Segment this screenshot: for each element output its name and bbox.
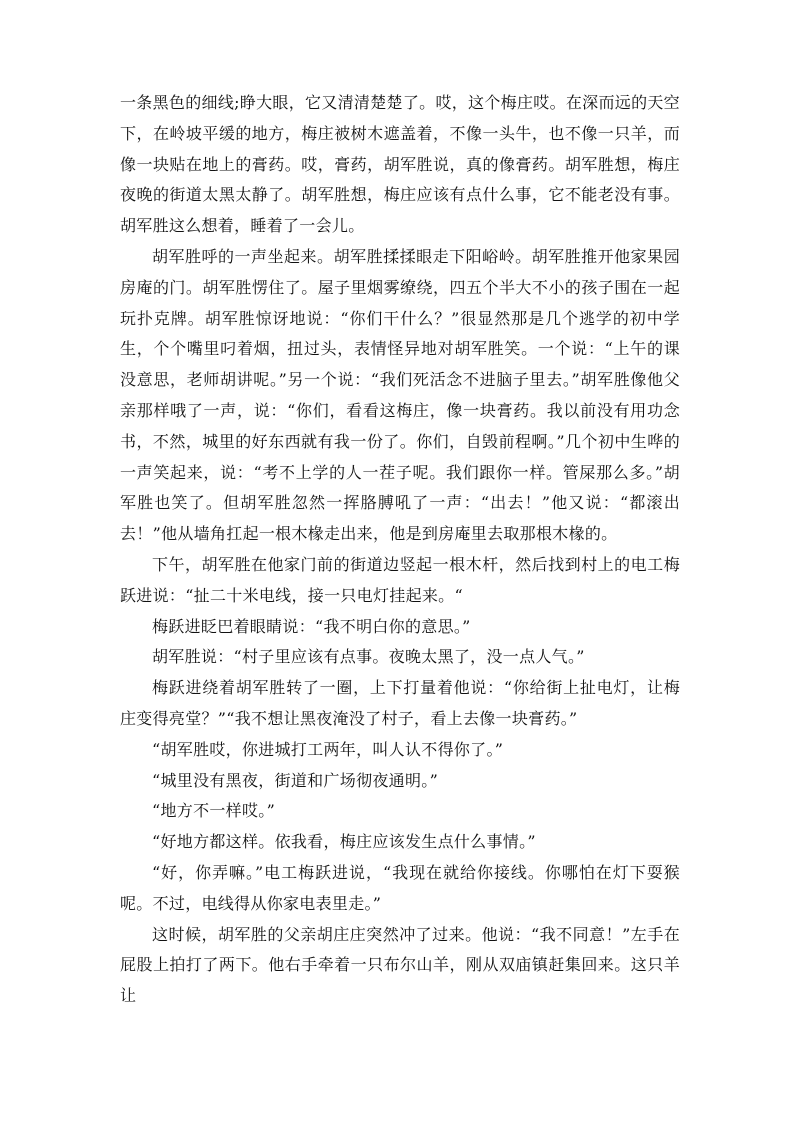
paragraph-4: 梅跃进眨巴着眼睛说：“我不明白你的意思。” [152, 616, 471, 636]
paragraph-3: 下午，胡军胜在他家门前的街道边竖起一根木杆，然后找到村上的电工梅跃进说：“扯二十米电线，接一只电灯挂起来。“ [120, 554, 680, 605]
document-body [120, 88, 680, 1012]
paragraph-11: “好，你弄嘛。”电工梅跃进说，“我现在就给你接线。你哪怕在灯下耍猴呢。不过，电线得从你家电表里走。” [120, 862, 680, 913]
paragraph-6: 梅跃进绕着胡军胜转了一圈，上下打量着他说：“你给街上扯电灯，让梅庄变得亮堂？”“我不想让黑夜淹没了村子，看上去像一块膏药。” [120, 678, 680, 728]
paragraph-8: “城里没有黑夜，街道和广场彻夜通明。” [152, 770, 439, 790]
paragraph-9: “地方不一样哎。” [152, 801, 276, 821]
paragraph-10: “好地方都这样。依我看，梅庄应该发生点什么事情。” [152, 832, 536, 852]
paragraph-7: “胡军胜哎，你进城打工两年，叫人认不得你了。” [152, 739, 504, 759]
paragraph-2: 胡军胜呼的一声坐起来。胡军胜揉揉眼走下阳峪岭。胡军胜推开他家果园房庵的门。胡军胜愣住了。屋子里烟雾缭绕，四五个半大不小的孩子围在一起玩扑克牌。胡军胜惊讶地说：“你们干什么？”很显然那是几个逃学的初中学生，个个嘴里叼着烟，扭过头，表情怪异地对胡军胜笑。一个说：“上午的课没意思，老师胡讲呢。”另一个说：“我们死活念不进脑子里去。”胡军胜像他父亲那样哦了一声，说：“你们，看看这梅庄，像一块膏药。我以前没有用功念书，不然，城里的好东西就有我一份了。你们，自毁前程啊。”几个初中生哗的一声笑起来，说：“考不上学的人一茬子呢。我们跟你一样。管屎那么多。”胡军胜也笑了。但胡军胜忽然一挥胳膊吼了一声：“出去！”他又说：“都滚出去！”他从墙角扛起一根木椽走出来，他是到房庵里去取那根木椽的。 [120, 246, 680, 544]
paragraph-1: 一条黑色的细线;睁大眼，它又清清楚楚了。哎，这个梅庄哎。在深而远的天空下，在岭坡平缓的地方，梅庄被树木遮盖着，不像一头牛，也不像一只羊，而像一块贴在地上的膏药。哎，膏药，胡军胜说，真的像膏药。胡军胜想，梅庄夜晚的街道太黑太静了。胡军胜想，梅庄应该有点什么事，它不能老没有事。胡军胜这么想着，睡着了一会儿。 [120, 93, 680, 236]
paragraph-12: 这时候，胡军胜的父亲胡庄庄突然冲了过来。他说：“我不同意！”左手在屁股上拍打了两下。他右手牵着一只布尔山羊，刚从双庙镇赶集回来。这只羊让 [120, 924, 680, 1006]
paragraph-5: 胡军胜说：“村子里应该有点事。夜晚太黑了，没一点人气。” [152, 647, 585, 667]
